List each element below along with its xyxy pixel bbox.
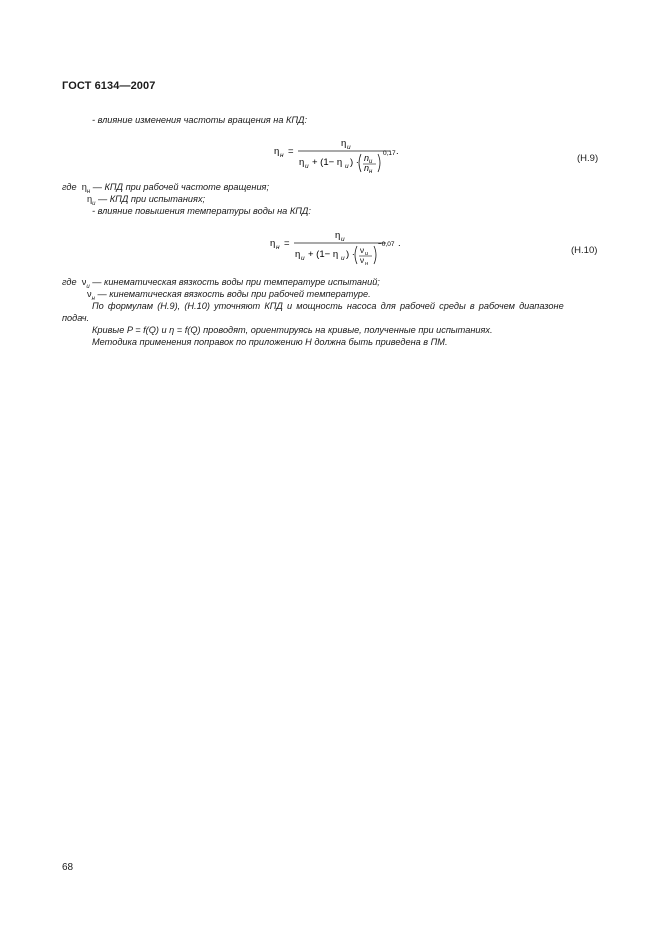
f10-frac-bot: ν	[360, 256, 364, 265]
f9-den-a: η	[299, 157, 305, 168]
f9-num: η	[341, 138, 347, 149]
para-method: Методика применения поправок по приложению Н должна быть приведена в ПМ.	[92, 337, 448, 347]
f9-frac-top-sub: и	[369, 159, 373, 165]
f9-exponent: 0,17	[383, 150, 396, 157]
f9-tail: .	[396, 146, 399, 157]
f10-frac-top: ν	[360, 246, 364, 255]
svg-text:=: =	[284, 238, 290, 249]
f9-lhs: η	[274, 146, 280, 157]
f9-num-sub: и	[347, 144, 351, 151]
f9-frac-bot: n	[364, 163, 370, 173]
f10-exponent: −0,07	[378, 241, 395, 248]
document-header: ГОСТ 6134—2007	[62, 80, 156, 92]
f9-den-b-sub: и	[345, 163, 349, 170]
equation-number-h9: (Н.9)	[577, 153, 599, 164]
f10-num: η	[335, 230, 341, 241]
where-prefix: где	[62, 277, 77, 287]
f10-den-a: η	[295, 249, 301, 260]
f10-left-paren	[355, 246, 357, 264]
where-nu-n-def: — кинематическая вязкость воды при рабочей температуре.	[97, 289, 371, 299]
where-nu-i-def: — кинематическая вязкость воды при температуре испытаний;	[92, 277, 380, 287]
where-prefix: где	[62, 182, 77, 192]
para-curves: Кривые P = f(Q) и η = f(Q) проводят, ориентируясь на кривые, полученные при испытаниях.	[92, 325, 493, 335]
f10-right-paren	[374, 246, 376, 264]
f10-den-b: + (1− η	[308, 249, 339, 260]
f10-lhs: η	[270, 238, 276, 249]
where-block-1-line2: $\eta_и$ — КПД при испытаниях;	[87, 194, 206, 207]
f9-den-b: + (1− η	[312, 157, 343, 168]
f10-tail: .	[398, 238, 401, 249]
f9-left-paren	[359, 154, 361, 172]
equation-number-h10: (Н.10)	[571, 245, 598, 256]
where-block-1-line1: где $\eta_н$ — КПД при рабочей частоте вращения;	[62, 182, 270, 195]
f10-frac-bot-sub: н	[365, 261, 369, 267]
para-formulas-line1: По формулам (Н.9), (Н.10) уточняют КПД и мощность насоса для рабочей среды в рабочем диапазоне	[92, 301, 564, 311]
where-eta-n-def: — КПД при рабочей частоте вращения;	[92, 182, 270, 192]
page-number: 68	[62, 862, 74, 873]
intro-rotation-line: - влияние изменения частоты вращения на КПД:	[92, 115, 308, 125]
svg-text:=: =	[288, 146, 294, 157]
where-block-2-line2: $\nu_н$ — кинематическая вязкость воды при рабочей температуре.	[87, 289, 371, 302]
para-formulas-line2: подач.	[62, 313, 90, 323]
f10-num-sub: и	[341, 236, 345, 243]
f9-den-c: ) ·	[350, 157, 359, 168]
f9-right-paren	[378, 154, 380, 172]
f10-lhs-sub: н	[276, 244, 280, 251]
where-eta-i-def: — КПД при испытаниях;	[98, 194, 206, 204]
f9-frac-top: n	[364, 153, 370, 163]
formula-h9	[268, 134, 418, 178]
intro-temperature-line: - влияние повышения температуры воды на КПД:	[92, 206, 311, 216]
f10-den-b-sub: и	[341, 255, 345, 262]
f10-frac-top-sub: и	[365, 251, 369, 257]
formula-h10	[264, 226, 424, 272]
f9-den-a-sub: и	[305, 163, 309, 170]
f9-lhs-sub: н	[280, 152, 284, 159]
f10-den-a-sub: и	[301, 255, 305, 262]
where-block-2-line1: где $\nu_и$ — кинематическая вязкость воды при температуре испытаний;	[62, 277, 380, 290]
f9-frac-bot-sub: н	[369, 169, 373, 175]
f10-den-c: ) ·	[346, 249, 355, 260]
